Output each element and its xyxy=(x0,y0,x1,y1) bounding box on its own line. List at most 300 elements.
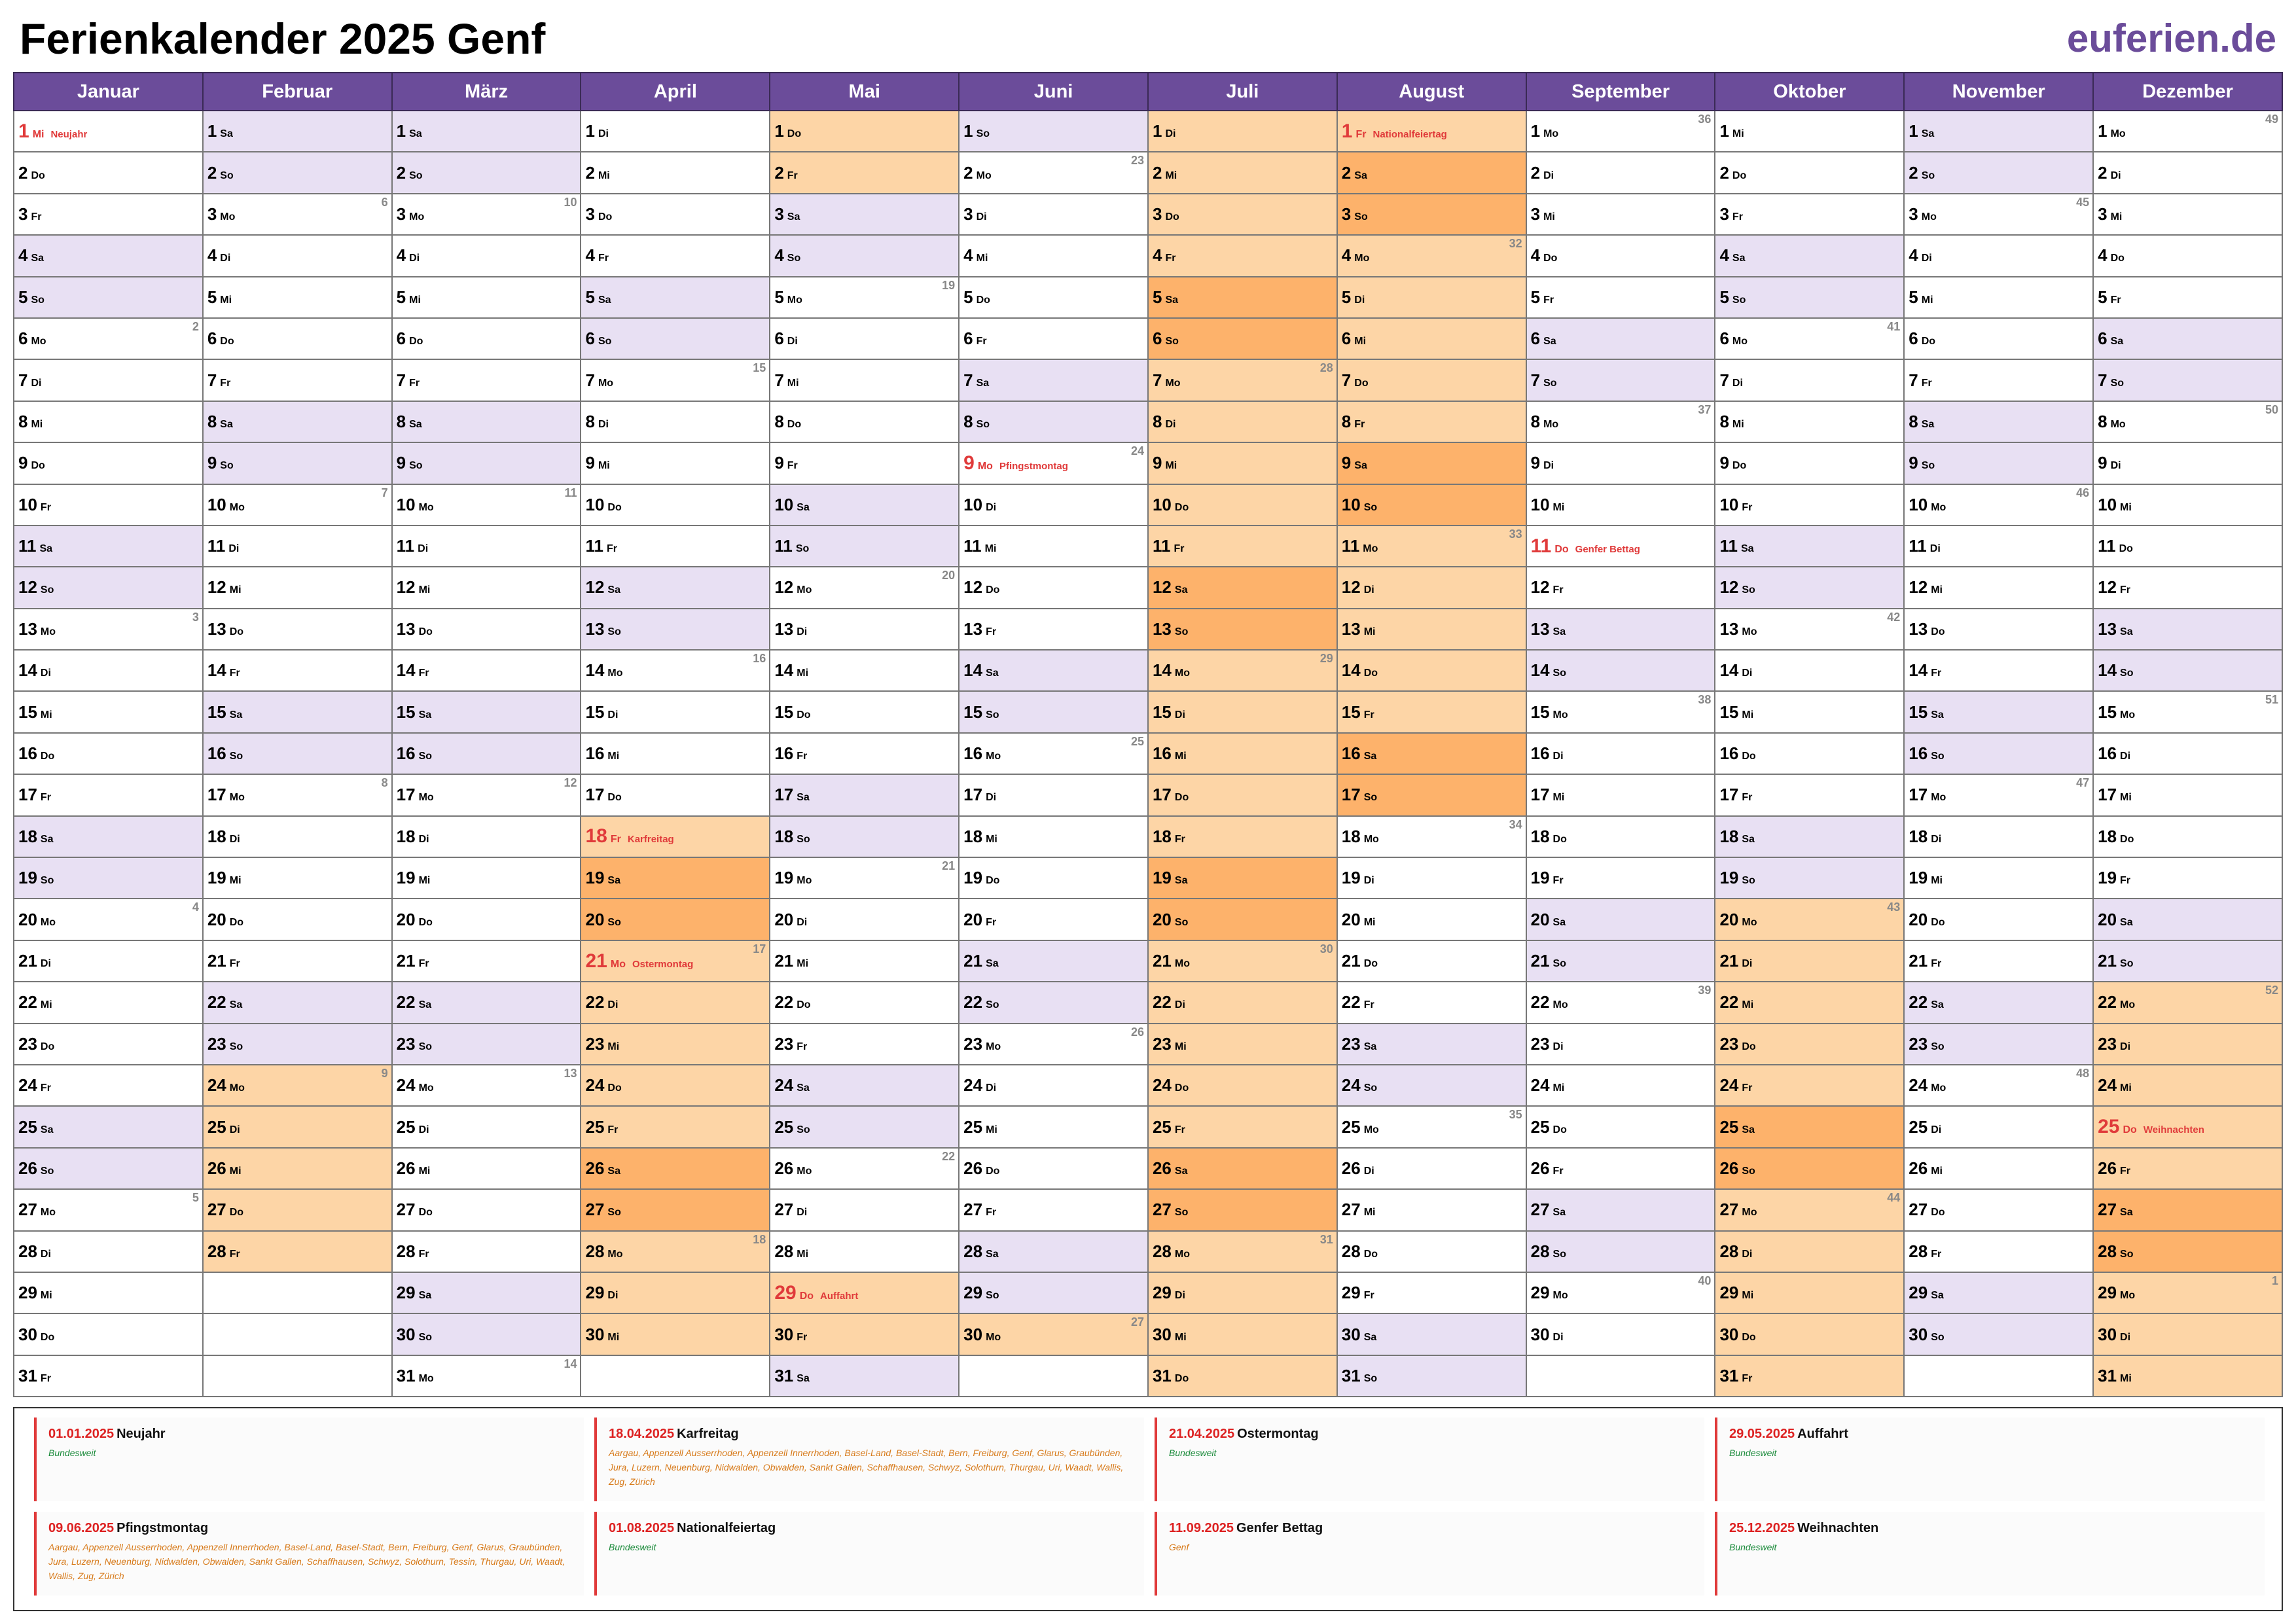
day-number: 5 xyxy=(2098,287,2108,307)
day-cell xyxy=(392,277,581,318)
weekday-label: Mo xyxy=(1363,833,1379,845)
day-number: 22 xyxy=(18,992,37,1012)
legend-holiday-name: Neujahr xyxy=(117,1427,166,1441)
empty-cell xyxy=(581,1355,770,1397)
day-cell xyxy=(1904,650,2093,691)
day-number: 28 xyxy=(18,1241,37,1261)
day-number: 2 xyxy=(1530,162,1541,183)
calendar-row xyxy=(14,359,2282,401)
week-number: 1 xyxy=(2271,1274,2278,1287)
day-cell xyxy=(392,359,581,401)
weekday-label: Fr xyxy=(229,668,240,679)
day-cell xyxy=(770,733,959,774)
weekday-label: Mo xyxy=(418,1082,434,1094)
calendar-row xyxy=(14,152,2282,193)
day-number: 24 xyxy=(774,1075,794,1096)
day-number: 10 xyxy=(1152,494,1172,514)
day-number: 20 xyxy=(18,909,37,929)
day-cell xyxy=(770,235,959,276)
weekday-label: Di xyxy=(1931,1124,1942,1135)
day-number: 22 xyxy=(585,992,605,1012)
day-cell xyxy=(770,1024,959,1065)
day-cell xyxy=(1148,1189,1337,1230)
day-cell xyxy=(1337,1231,1526,1272)
day-number: 13 xyxy=(18,618,37,639)
month-header: Mai xyxy=(770,73,959,111)
day-number: 24 xyxy=(1530,1075,1550,1096)
day-cell xyxy=(959,816,1148,857)
weekday-label: Di xyxy=(1543,460,1554,472)
day-cell xyxy=(770,194,959,235)
day-number: 11 xyxy=(1341,536,1360,556)
day-number: 6 xyxy=(18,329,28,349)
day-cell xyxy=(1526,442,1715,484)
day-number: 16 xyxy=(1152,743,1172,764)
weekday-label: Fr xyxy=(40,1372,51,1384)
day-number: 27 xyxy=(1530,1200,1550,1220)
calendar-row xyxy=(14,733,2282,774)
weekday-label: Sa xyxy=(1742,1124,1755,1135)
day-cell xyxy=(2093,567,2282,608)
day-cell xyxy=(1148,1106,1337,1147)
weekday-label: Mo xyxy=(40,916,56,928)
legend-entry xyxy=(594,1512,1144,1596)
weekday-label: Do xyxy=(229,626,244,637)
weekday-label: Fr xyxy=(229,1248,240,1260)
weekday-label: Fr xyxy=(1742,501,1753,513)
day-cell xyxy=(1148,1231,1337,1272)
weekday-label: Do xyxy=(1742,751,1756,762)
month-header: März xyxy=(392,73,581,111)
day-number: 3 xyxy=(1719,204,1729,224)
weekday-label: Mi xyxy=(1552,1082,1565,1094)
day-number: 22 xyxy=(1909,992,1928,1012)
weekday-label: Fr xyxy=(1931,1248,1942,1260)
day-cell xyxy=(1904,235,2093,276)
weekday-label: Mi xyxy=(598,169,610,181)
day-cell xyxy=(1337,194,1526,235)
legend-entry xyxy=(1715,1418,2265,1501)
day-cell xyxy=(1148,318,1337,359)
weekday-label: Mo xyxy=(1732,336,1748,348)
weekday-label: Sa xyxy=(1931,1290,1944,1302)
day-cell xyxy=(1904,401,2093,442)
weekday-label: So xyxy=(1742,1165,1755,1177)
weekday-label: Di xyxy=(1165,128,1176,140)
day-number: 6 xyxy=(2098,329,2108,349)
weekday-label: Mi xyxy=(1363,916,1376,928)
day-cell xyxy=(14,1272,203,1313)
weekday-label: Mo xyxy=(1165,377,1181,389)
day-number: 13 xyxy=(1909,618,1928,639)
weekday-label: Fr xyxy=(598,253,609,264)
day-number: 1 xyxy=(1719,121,1729,141)
day-number: 3 xyxy=(2098,204,2108,224)
weekday-label: Fr xyxy=(610,834,621,846)
weekday-label: So xyxy=(2120,668,2134,679)
weekday-label: Do xyxy=(40,1331,55,1343)
weekday-label: Sa xyxy=(418,999,432,1011)
day-number: 11 xyxy=(207,536,226,556)
day-number: 19 xyxy=(774,868,794,888)
weekday-label: Di xyxy=(2120,1041,2131,1052)
weekday-label: Mi xyxy=(797,1248,809,1260)
day-number: 24 xyxy=(1341,1075,1361,1096)
weekday-label: Fr xyxy=(229,958,240,969)
day-number: 7 xyxy=(585,370,595,390)
day-number: 28 xyxy=(774,1241,794,1261)
day-number: 28 xyxy=(963,1241,983,1261)
day-cell xyxy=(770,816,959,857)
day-cell xyxy=(392,1355,581,1397)
empty-cell xyxy=(203,1272,392,1313)
legend-holiday-name: Auffahrt xyxy=(1797,1427,1848,1441)
calendar-table xyxy=(13,72,2283,1397)
weekday-label: Di xyxy=(1174,1290,1185,1302)
day-number: 18 xyxy=(207,826,226,846)
weekday-label: Sa xyxy=(418,1290,432,1302)
day-number: 20 xyxy=(1152,909,1172,929)
day-cell xyxy=(959,318,1148,359)
day-number: 4 xyxy=(963,245,973,266)
weekday-label: Mo xyxy=(598,377,614,389)
day-cell xyxy=(14,194,203,235)
day-cell xyxy=(581,691,770,732)
day-number: 23 xyxy=(585,1033,605,1054)
day-cell xyxy=(1526,194,1715,235)
day-cell xyxy=(1337,691,1526,732)
day-cell xyxy=(2093,111,2282,152)
day-cell xyxy=(1715,277,1904,318)
day-number: 18 xyxy=(1719,826,1739,846)
weekday-label: Sa xyxy=(986,958,999,969)
weekday-label: Do xyxy=(1931,626,1945,637)
day-number: 5 xyxy=(585,287,595,307)
week-number: 11 xyxy=(564,486,577,499)
day-cell xyxy=(14,318,203,359)
week-number: 29 xyxy=(1319,652,1333,666)
empty-cell xyxy=(959,1355,1148,1397)
day-number: 21 xyxy=(2098,951,2117,971)
empty-cell xyxy=(203,1355,392,1397)
legend-date: 01.01.2025 xyxy=(48,1427,115,1441)
weekday-label: Mo xyxy=(607,1248,623,1260)
day-cell xyxy=(1148,567,1337,608)
day-cell xyxy=(392,940,581,982)
weekday-label: Di xyxy=(797,916,808,928)
day-number: 14 xyxy=(2098,660,2117,681)
weekday-label: Sa xyxy=(229,999,243,1011)
day-cell xyxy=(1904,982,2093,1023)
day-cell xyxy=(1337,526,1526,567)
day-cell xyxy=(2093,1313,2282,1355)
week-number: 23 xyxy=(1130,154,1144,168)
day-cell xyxy=(959,609,1148,650)
day-cell xyxy=(1337,318,1526,359)
calendar-row xyxy=(14,1355,2282,1397)
day-number: 30 xyxy=(396,1324,416,1344)
weekday-label: Di xyxy=(1363,875,1374,887)
weekday-label: Do xyxy=(1363,958,1378,969)
day-number: 6 xyxy=(1152,329,1162,349)
day-cell xyxy=(392,899,581,940)
week-number: 35 xyxy=(1509,1108,1522,1122)
weekday-label: Do xyxy=(1165,211,1179,223)
weekday-label: So xyxy=(409,169,423,181)
day-number: 4 xyxy=(1530,245,1541,266)
weekday-label: Mi xyxy=(607,1041,620,1052)
day-cell xyxy=(581,650,770,691)
day-cell xyxy=(1526,235,1715,276)
day-number: 20 xyxy=(1341,909,1361,929)
day-cell xyxy=(14,857,203,899)
weekday-label: Do xyxy=(1174,1372,1189,1384)
day-number: 13 xyxy=(1152,618,1172,639)
legend-regions: Bundesweit xyxy=(1169,1448,1217,1458)
day-cell xyxy=(1526,1189,1715,1230)
day-number: 30 xyxy=(963,1324,983,1344)
weekday-label: Di xyxy=(1363,1165,1374,1177)
day-cell xyxy=(2093,609,2282,650)
day-number: 15 xyxy=(1909,702,1928,722)
week-number: 24 xyxy=(1130,444,1144,458)
day-cell xyxy=(1526,1231,1715,1272)
weekday-label: Sa xyxy=(220,128,233,140)
weekday-label: Do xyxy=(1931,916,1945,928)
day-cell xyxy=(203,982,392,1023)
day-number: 27 xyxy=(1341,1200,1361,1220)
day-number: 1 xyxy=(207,121,217,141)
day-cell xyxy=(1526,816,1715,857)
day-number: 25 xyxy=(1152,1116,1172,1137)
day-number: 30 xyxy=(2098,1324,2117,1344)
week-number: 30 xyxy=(1319,942,1333,955)
day-cell xyxy=(392,152,581,193)
day-number: 13 xyxy=(774,618,794,639)
weekday-label: Fr xyxy=(787,169,798,181)
day-cell xyxy=(392,1313,581,1355)
weekday-label: Fr xyxy=(1354,418,1365,430)
weekday-label: Di xyxy=(1174,999,1185,1011)
day-cell xyxy=(770,401,959,442)
calendar-row xyxy=(14,650,2282,691)
weekday-label: Sa xyxy=(1552,916,1566,928)
weekday-label: Mi xyxy=(2120,501,2132,513)
day-cell xyxy=(959,194,1148,235)
day-number: 14 xyxy=(1341,660,1361,681)
day-cell xyxy=(1526,401,1715,442)
day-number: 7 xyxy=(774,370,784,390)
holiday-label: Auffahrt xyxy=(820,1290,859,1302)
day-number: 11 xyxy=(1530,535,1552,557)
weekday-label: Di xyxy=(220,253,231,264)
day-cell xyxy=(1715,816,1904,857)
weekday-label: Fr xyxy=(2120,875,2131,887)
day-cell xyxy=(581,733,770,774)
day-number: 20 xyxy=(585,909,605,929)
day-number: 26 xyxy=(1909,1158,1928,1178)
day-number: 8 xyxy=(1909,411,1918,431)
day-number: 4 xyxy=(1341,245,1352,266)
day-cell xyxy=(1148,650,1337,691)
week-number: 4 xyxy=(192,901,199,914)
day-number: 14 xyxy=(1719,660,1739,681)
day-cell xyxy=(2093,526,2282,567)
day-cell xyxy=(14,650,203,691)
day-number: 29 xyxy=(18,1283,37,1303)
day-cell xyxy=(1526,484,1715,526)
weekday-label: Mo xyxy=(986,1331,1001,1343)
weekday-label: Mo xyxy=(418,792,434,804)
day-number: 28 xyxy=(2098,1241,2117,1261)
weekday-label: So xyxy=(795,543,810,555)
weekday-label: Di xyxy=(986,792,997,804)
day-cell xyxy=(392,609,581,650)
day-cell xyxy=(770,359,959,401)
weekday-label: Mi xyxy=(986,1124,997,1135)
day-number: 29 xyxy=(1719,1283,1739,1303)
day-number: 27 xyxy=(396,1200,416,1220)
legend-holiday-name: Pfingstmontag xyxy=(117,1521,209,1535)
day-number: 29 xyxy=(1909,1283,1928,1303)
weekday-label: Di xyxy=(986,1082,997,1094)
day-number: 9 xyxy=(585,453,595,473)
day-number: 10 xyxy=(2098,494,2117,514)
day-cell xyxy=(770,1231,959,1272)
day-cell xyxy=(770,318,959,359)
weekday-label: Do xyxy=(1543,253,1558,264)
day-cell xyxy=(2093,194,2282,235)
day-cell xyxy=(770,1272,959,1313)
day-cell xyxy=(1904,1106,2093,1147)
day-number: 30 xyxy=(1909,1324,1928,1344)
weekday-label: Fr xyxy=(1552,1165,1564,1177)
day-number: 5 xyxy=(1152,287,1162,307)
weekday-label: So xyxy=(418,1331,433,1343)
weekday-label: So xyxy=(220,169,234,181)
weekday-label: Mi xyxy=(1363,626,1376,637)
legend-regions: Bundesweit xyxy=(48,1448,96,1458)
calendar-row xyxy=(14,526,2282,567)
day-number: 19 xyxy=(1909,868,1928,888)
weekday-label: Fr xyxy=(2110,294,2121,306)
holiday-label: Ostermontag xyxy=(632,958,694,970)
day-number: 11 xyxy=(963,536,982,556)
weekday-label: Mi xyxy=(1543,211,1555,223)
weekday-label: Di xyxy=(40,668,51,679)
day-number: 6 xyxy=(1530,329,1541,349)
weekday-label: Fr xyxy=(1543,294,1554,306)
day-cell xyxy=(2093,1065,2282,1106)
weekday-label: Sa xyxy=(1363,751,1377,762)
day-number: 26 xyxy=(1719,1158,1739,1178)
legend-holiday-name: Karfreitag xyxy=(677,1427,739,1441)
day-number: 19 xyxy=(2098,868,2117,888)
day-number: 11 xyxy=(774,536,793,556)
day-cell xyxy=(203,609,392,650)
day-cell xyxy=(1715,940,1904,982)
day-number: 22 xyxy=(207,992,226,1012)
legend-entry xyxy=(1155,1418,1704,1501)
day-cell xyxy=(581,609,770,650)
day-cell xyxy=(959,152,1148,193)
day-cell xyxy=(770,567,959,608)
week-number: 51 xyxy=(2265,693,2278,707)
weekday-label: Do xyxy=(2119,543,2133,555)
weekday-label: Sa xyxy=(2120,626,2133,637)
day-number: 9 xyxy=(207,453,217,473)
day-number: 28 xyxy=(1530,1241,1550,1261)
weekday-label: Sa xyxy=(797,1372,810,1384)
day-cell xyxy=(1715,774,1904,815)
day-number: 6 xyxy=(963,329,973,349)
day-number: 22 xyxy=(396,992,416,1012)
weekday-label: Mo xyxy=(1931,1082,1946,1094)
day-cell xyxy=(1337,1272,1526,1313)
weekday-label: Do xyxy=(2110,253,2125,264)
legend-holiday-name: Ostermontag xyxy=(1237,1427,1319,1441)
day-number: 16 xyxy=(1341,743,1361,764)
day-cell xyxy=(959,1272,1148,1313)
day-number: 16 xyxy=(1909,743,1928,764)
weekday-label: Fr xyxy=(1355,128,1367,140)
weekday-label: Sa xyxy=(607,1165,620,1177)
weekday-label: So xyxy=(1931,1041,1945,1052)
day-cell xyxy=(581,940,770,982)
weekday-label: Sa xyxy=(1354,460,1367,472)
day-number: 1 xyxy=(963,121,973,141)
day-number: 26 xyxy=(207,1158,226,1178)
day-cell xyxy=(770,484,959,526)
day-number: 6 xyxy=(1719,329,1729,349)
day-number: 17 xyxy=(207,785,226,805)
weekday-label: Mi xyxy=(40,999,52,1011)
day-cell xyxy=(2093,235,2282,276)
day-cell xyxy=(1337,1189,1526,1230)
day-number: 3 xyxy=(1530,204,1541,224)
calendar-row xyxy=(14,1189,2282,1230)
week-number: 31 xyxy=(1319,1232,1333,1246)
weekday-label: Fr xyxy=(40,1082,51,1094)
weekday-label: Di xyxy=(1165,418,1176,430)
legend-regions: Bundesweit xyxy=(609,1542,656,1552)
calendar-row xyxy=(14,194,2282,235)
brand-logo[interactable]: euferien.de xyxy=(2066,16,2276,60)
holiday-label: Weihnachten xyxy=(2143,1124,2204,1136)
calendar-row xyxy=(14,1065,2282,1106)
day-number: 17 xyxy=(18,785,37,805)
day-cell xyxy=(770,940,959,982)
day-cell xyxy=(1526,609,1715,650)
day-number: 11 xyxy=(18,536,37,556)
calendar-row xyxy=(14,1272,2282,1313)
weekday-label: Di xyxy=(40,958,51,969)
weekday-label: Fr xyxy=(1931,958,1942,969)
weekday-label: Do xyxy=(1742,1331,1756,1343)
week-number: 25 xyxy=(1130,734,1144,748)
weekday-label: Di xyxy=(607,709,619,721)
day-cell xyxy=(1526,526,1715,567)
day-number: 21 xyxy=(1341,951,1361,971)
day-cell xyxy=(1148,1355,1337,1397)
day-number: 25 xyxy=(396,1116,416,1137)
day-number: 14 xyxy=(18,660,37,681)
day-cell xyxy=(581,1148,770,1189)
weekday-label: Sa xyxy=(418,709,432,721)
day-number: 11 xyxy=(585,536,603,556)
day-cell xyxy=(203,359,392,401)
legend-date: 25.12.2025 xyxy=(1729,1521,1795,1535)
